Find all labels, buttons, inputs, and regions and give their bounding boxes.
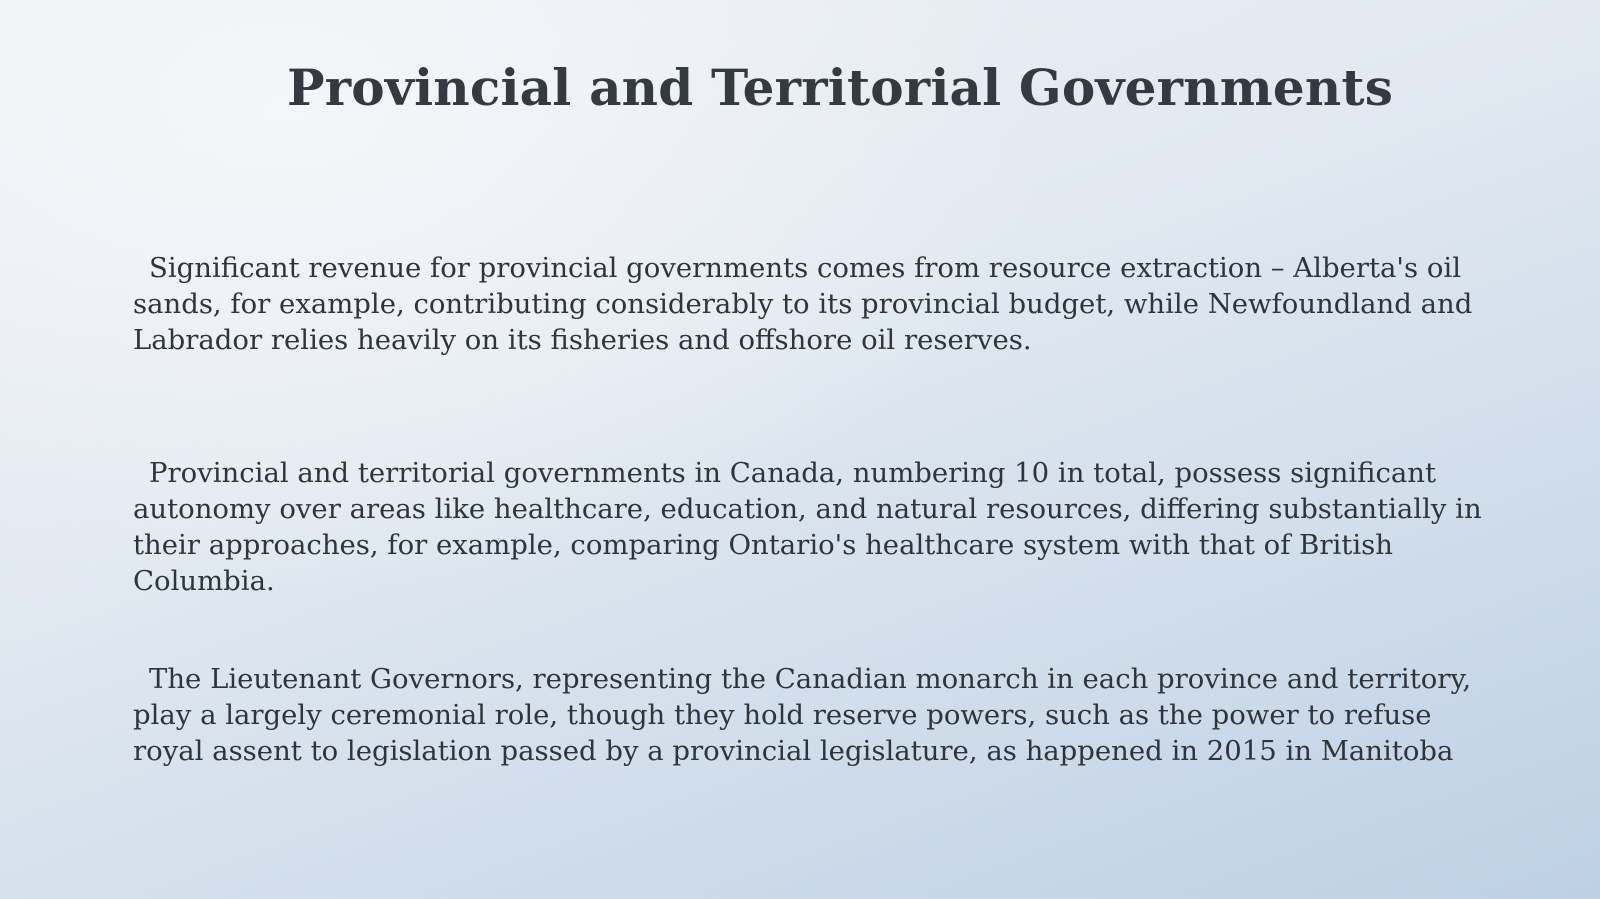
slide-title: Provincial and Territorial Governments xyxy=(286,58,1394,117)
paragraph-lieutenant-governors: The Lieutenant Governors, representing the Canadian monarch in each province and territory, play a largely ceremonial role, though they hold reserve powers, such as the power to refuse royal assent to legislation passed by a provincial legislature, as happened in 2015 in Manitoba xyxy=(133,663,1472,767)
paragraph-provincial-autonomy: Provincial and territorial governments in Canada, numbering 10 in total, possess significant autonomy over areas like healthcare, education, and natural resources, differing substantially in their approaches, for example, comparing Ontario's healthcare system with that of British Columbia. xyxy=(133,457,1482,597)
paragraph-resource-revenue: Significant revenue for provincial governments comes from resource extraction – Alberta's oil sands, for example, contributing considerably to its provincial budget, while Newfoundland and Labrador relies heavily on its fisheries and offshore oil reserves. xyxy=(133,252,1473,356)
